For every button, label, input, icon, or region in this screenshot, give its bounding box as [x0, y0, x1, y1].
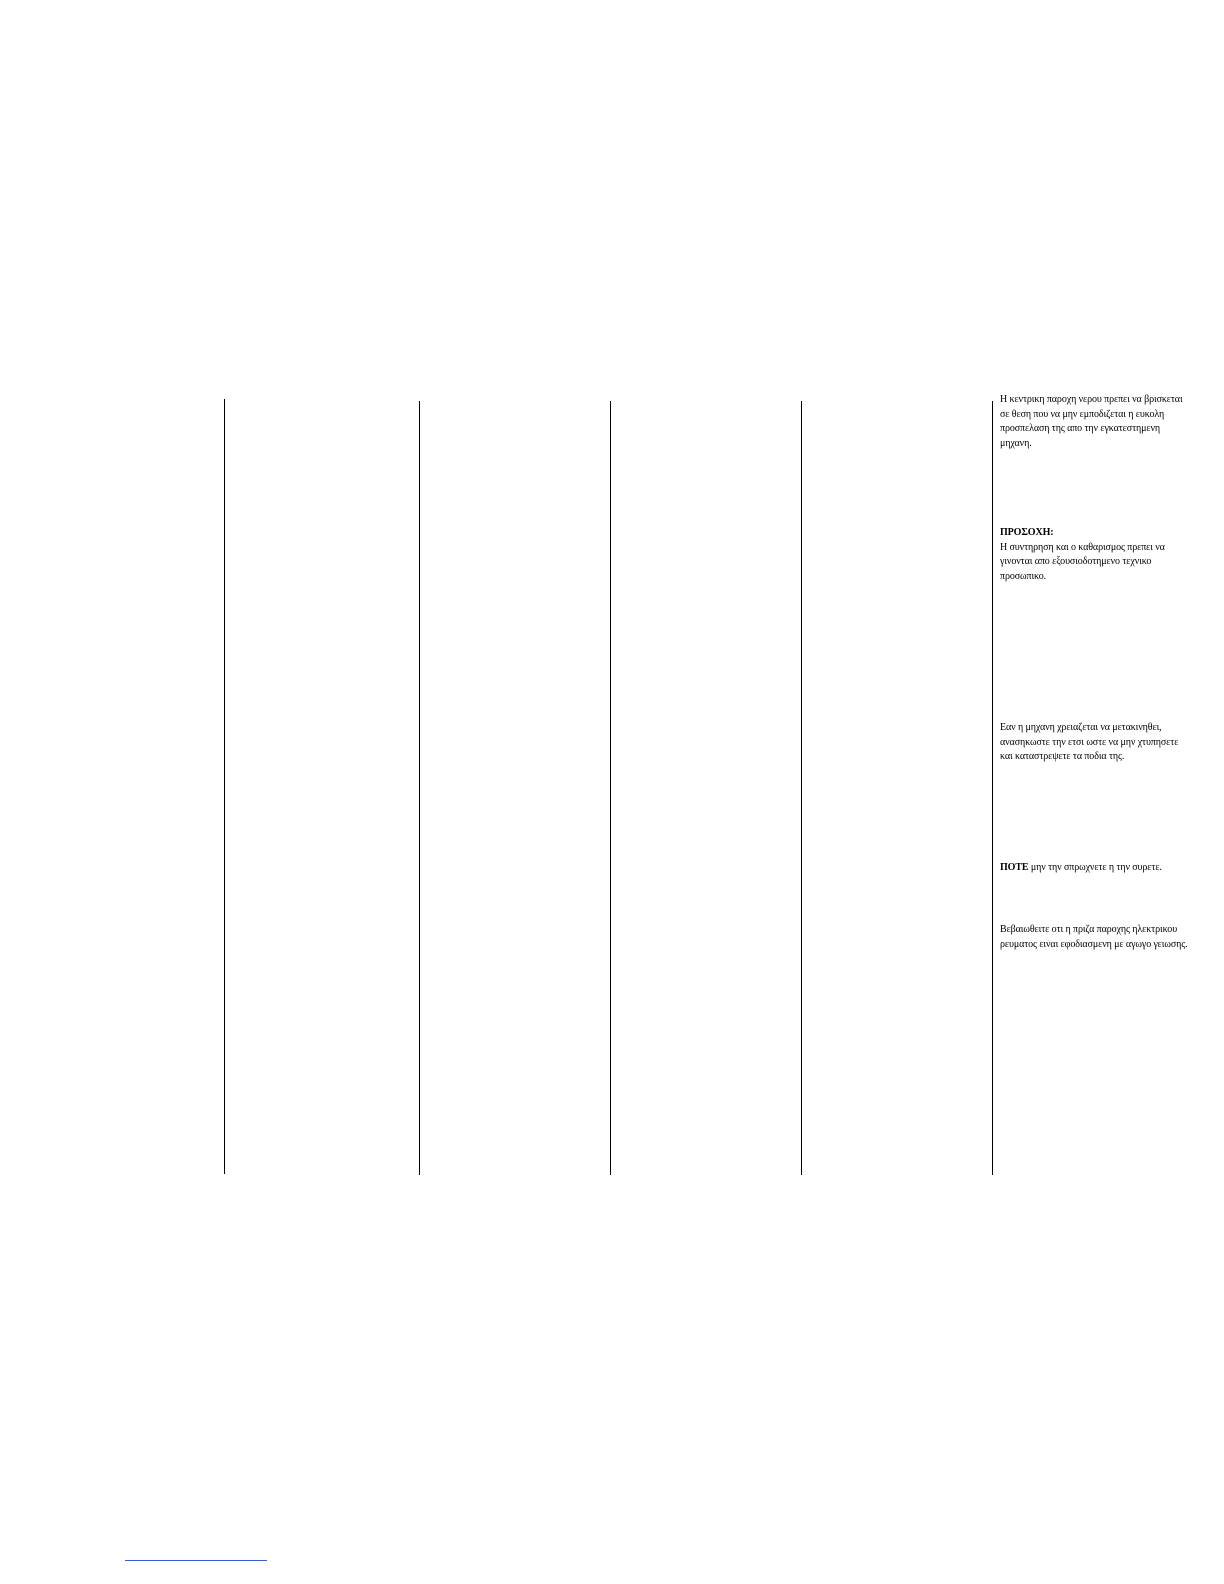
note-moving-text: Εαν η μηχανη χρειαζεται να μετακινηθει, ανασηκωστε την ετσι ωστε να μην χτυπησετε και καταστρεψετε τα ποδια της. [1000, 722, 1179, 762]
footnote-separator [125, 1560, 267, 1561]
note-grounding [1000, 923, 1192, 952]
column-divider-2 [419, 401, 420, 1175]
note-caution [1000, 526, 1192, 584]
column-divider-5 [992, 401, 993, 1175]
note-moving [1000, 721, 1192, 765]
column-divider-1 [224, 399, 225, 1174]
note-water-supply [1000, 393, 1192, 451]
note-grounding-text: Βεβαιωθειτε οτι η πριζα παροχης ηλεκτρικου ρευματος ειναι εφοδιασμενη με αγωγο γειωσης. [1000, 924, 1188, 950]
caution-text: Η συντηρηση και ο καθαρισμος πρεπει να γινονται απο εξουσιοδοτημενο τεχνικο προσωπικο. [1000, 541, 1165, 582]
column-divider-4 [801, 401, 802, 1175]
note-never [1000, 861, 1192, 876]
note-water-supply-text: Η κεντρικη παροχη νερου πρεπει να βρισκεται σε θεση που να μην εμποδιζεται η ευκολη προσπελαση της απο την εγκατεστημενη μηχανη. [1000, 394, 1183, 449]
column-divider-3 [610, 401, 611, 1175]
caution-heading: ΠΡΟΣΟΧΗ: [1000, 527, 1054, 538]
never-emphasis: ΠΟΤΕ [1000, 862, 1029, 873]
never-text: μην την σπρωχνετε η την συρετε. [1028, 862, 1162, 873]
